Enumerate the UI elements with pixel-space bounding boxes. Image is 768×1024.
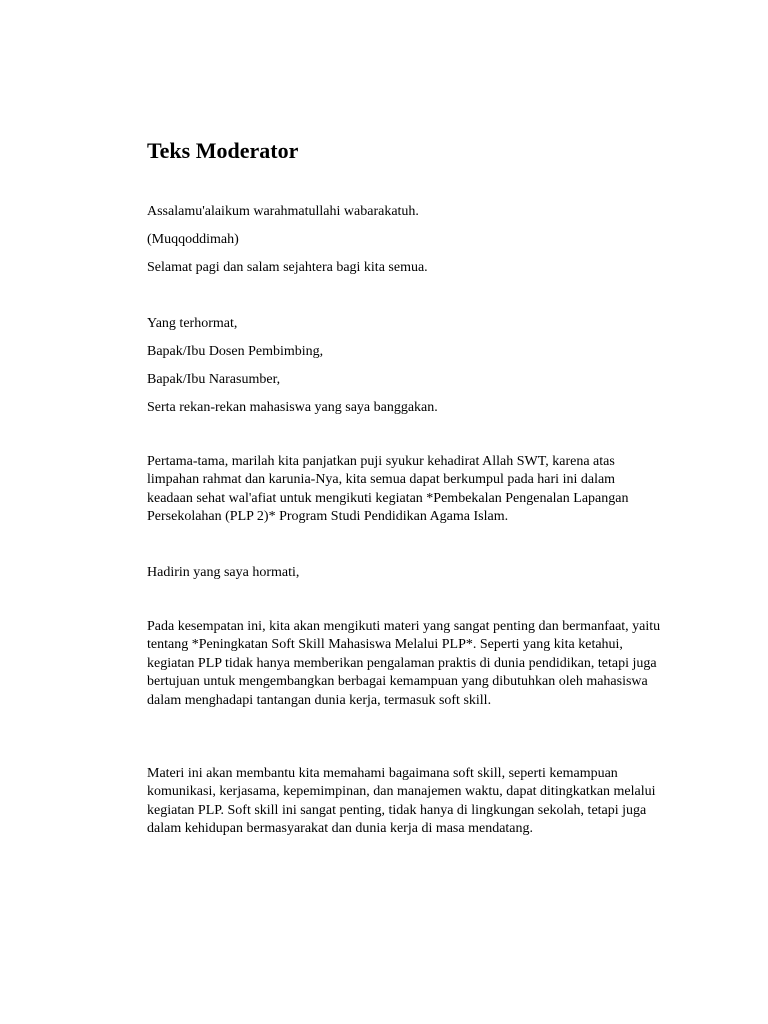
greeting-line: Assalamu'alaikum warahmatullahi wabarakatuh. [147, 204, 419, 219]
audience-address-line: Hadirin yang saya hormati, [147, 565, 300, 580]
respect-students-line: Serta rekan-rekan mahasiswa yang saya banggakan. [147, 400, 438, 415]
salutation-line: Selamat pagi dan salam sejahtera bagi kita semua. [147, 260, 428, 275]
topic-paragraph: Pada kesempatan ini, kita akan mengikuti materi yang sangat penting dan bermanfaat, yaitu tentang *Peningkatan Soft Skill Mahasiswa Melalui PLP*. Seperti yang kita ketahui, kegiatan PLP tidak hanya memberikan pengalaman praktis di dunia pendidikan, tetapi juga bertujuan untuk mengembangkan berbagai kemampuan yang dibutuhkan oleh mahasiswa dalam menghadapi tantangan dunia kerja, termasuk soft skill. [147, 619, 661, 708]
opening-paragraph: Pertama-tama, marilah kita panjatkan puji syukur kehadirat Allah SWT, karena atas limpahan rahmat dan karunia-Nya, kita semua dapat berkumpul pada hari ini dalam keadaan sehat wal'afiat untuk mengikuti kegiatan *Pembekalan Pengenalan Lapangan Persekolahan (PLP 2)* Program Studi Pendidikan Agama Islam. [147, 454, 629, 525]
respect-lecturer-line: Bapak/Ibu Dosen Pembimbing, [147, 344, 324, 359]
material-paragraph: Materi ini akan membantu kita memahami bagaimana soft skill, seperti kemampuan komunikasi, kerjasama, kepemimpinan, dan manajemen waktu, dapat ditingkatkan melalui kegiatan PLP. Soft skill ini sangat penting, tidak hanya di lingkungan sekolah, tetapi juga dalam kehidupan bermasyarakat dan dunia kerja di masa mendatang. [147, 766, 656, 837]
document-title: Teks Moderator [147, 138, 299, 163]
respect-intro-line: Yang terhormat, [147, 316, 238, 331]
respect-speaker-line: Bapak/Ibu Narasumber, [147, 372, 281, 387]
muqoddimah-line: (Muqqoddimah) [147, 232, 239, 247]
